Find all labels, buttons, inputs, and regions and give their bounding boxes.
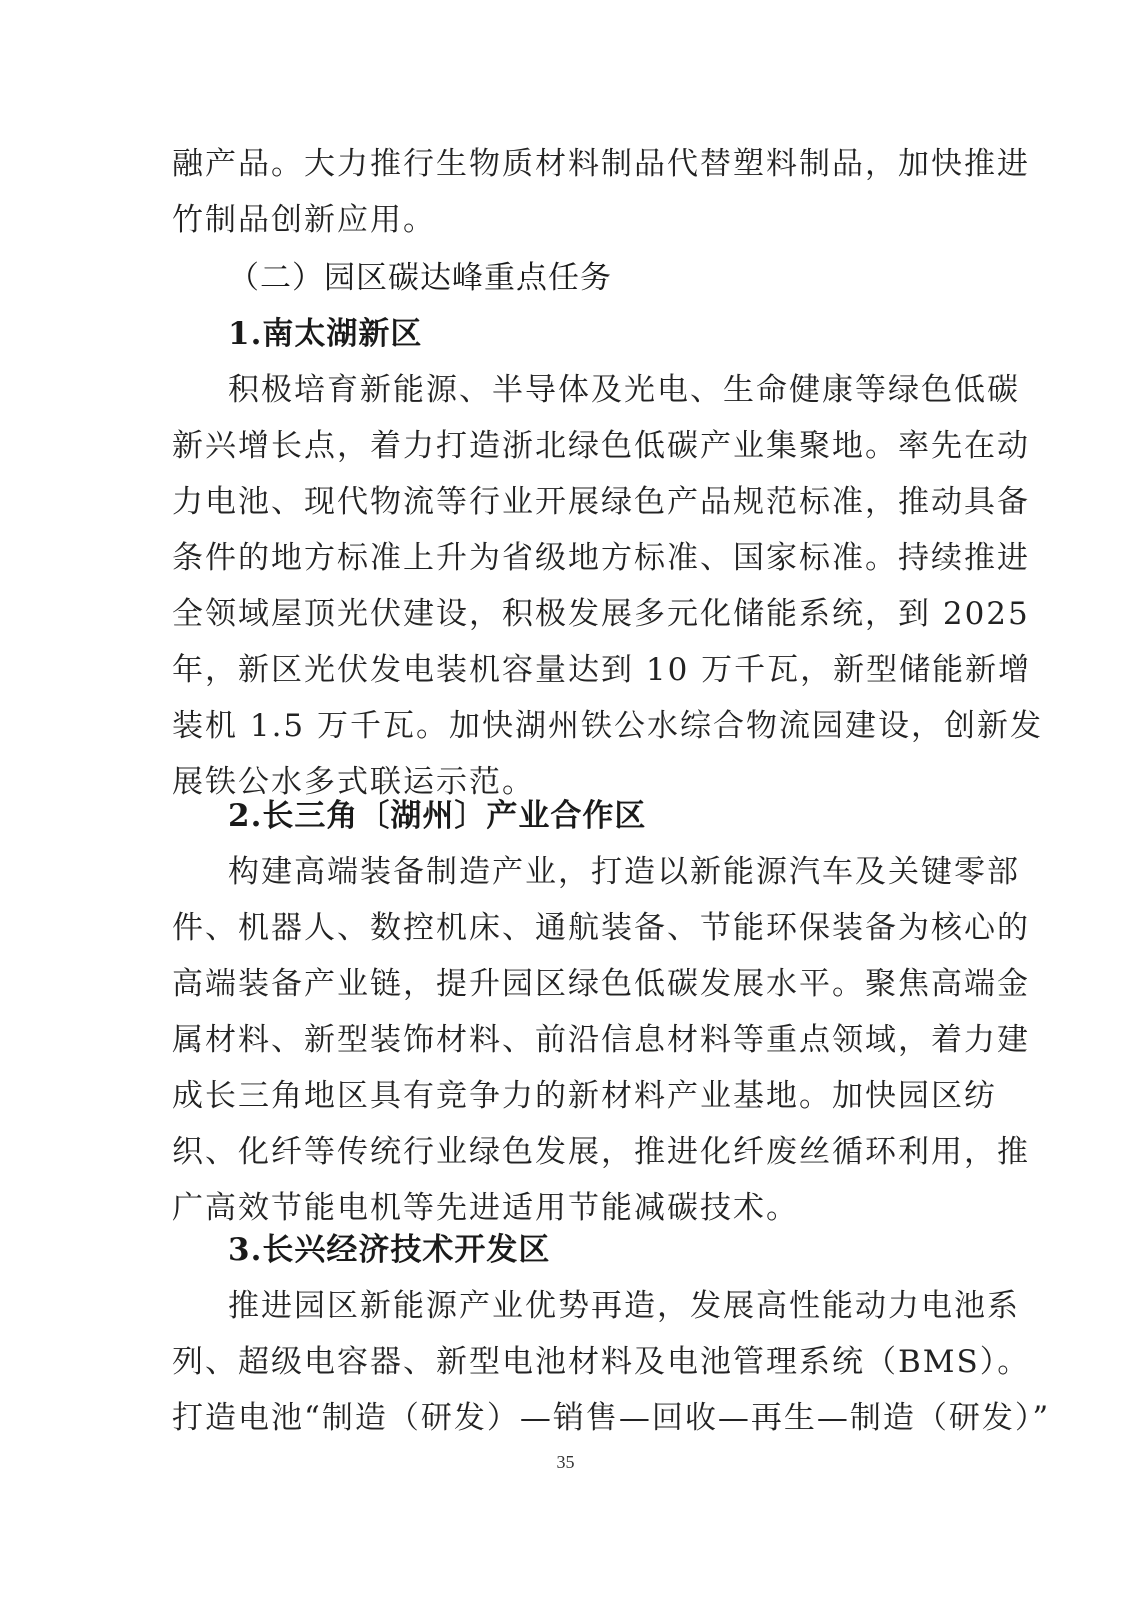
text-line: 装机 1.5 万千瓦。加快湖州铁公水综合物流园建设，创新发: [172, 708, 1044, 744]
subsection-heading-1: 1.南太湖新区: [228, 316, 423, 352]
text-line: 积极培育新能源、半导体及光电、生命健康等绿色低碳: [228, 372, 1020, 408]
text-line: 件、机器人、数控机床、通航装备、节能环保装备为核心的: [172, 910, 1030, 946]
text-line: 成长三角地区具有竞争力的新材料产业基地。加快园区纺: [172, 1078, 997, 1114]
text-line: 力电池、现代物流等行业开展绿色产品规范标准，推动具备: [172, 484, 1030, 520]
page-number: 35: [556, 1452, 575, 1472]
text-line: 织、化纤等传统行业绿色发展，推进化纤废丝循环利用，推: [172, 1134, 1030, 1170]
intro-paragraph: [172, 136, 1030, 248]
text-line: 构建高端装备制造产业，打造以新能源汽车及关键零部: [228, 854, 1020, 890]
text-line: 推进园区新能源产业优势再造，发展高性能动力电池系: [228, 1288, 1020, 1324]
text-line: 融产品。大力推行生物质材料制品代替塑料制品，加快推进: [172, 146, 1030, 182]
text-line: 广高效节能电机等先进适用节能减碳技术。: [172, 1190, 799, 1226]
text-line: 列、超级电容器、新型电池材料及电池管理系统（BMS）。: [172, 1344, 1031, 1380]
text-line: 打造电池“制造（研发）—销售—回收—再生—制造（研发）”: [172, 1400, 1051, 1436]
text-line: 全领域屋顶光伏建设，积极发展多元化储能系统，到 2025: [172, 596, 1030, 632]
text-line: 属材料、新型装饰材料、前沿信息材料等重点领域，着力建: [172, 1022, 1030, 1058]
subsection-1-paragraph: [172, 362, 1044, 810]
text-line: 年，新区光伏发电装机容量达到 10 万千瓦，新型储能新增: [172, 652, 1032, 688]
section-heading: （二）园区碳达峰重点任务: [228, 260, 612, 296]
text-line: 高端装备产业链，提升园区绿色低碳发展水平。聚焦高端金: [172, 966, 1030, 1002]
subsection-2-paragraph: [172, 844, 1030, 1236]
text-line: 展铁公水多式联运示范。: [172, 764, 535, 800]
text-line: 新兴增长点，着力打造浙北绿色低碳产业集聚地。率先在动: [172, 428, 1030, 464]
text-line: 竹制品创新应用。: [172, 202, 436, 238]
subsection-3-paragraph: [172, 1278, 1051, 1446]
text-line: 条件的地方标准上升为省级地方标准、国家标准。持续推进: [172, 540, 1030, 576]
subsection-heading-3: 3.长兴经济技术开发区: [228, 1232, 551, 1268]
subsection-heading-2: 2.长三角〔湖州〕产业合作区: [228, 798, 647, 834]
